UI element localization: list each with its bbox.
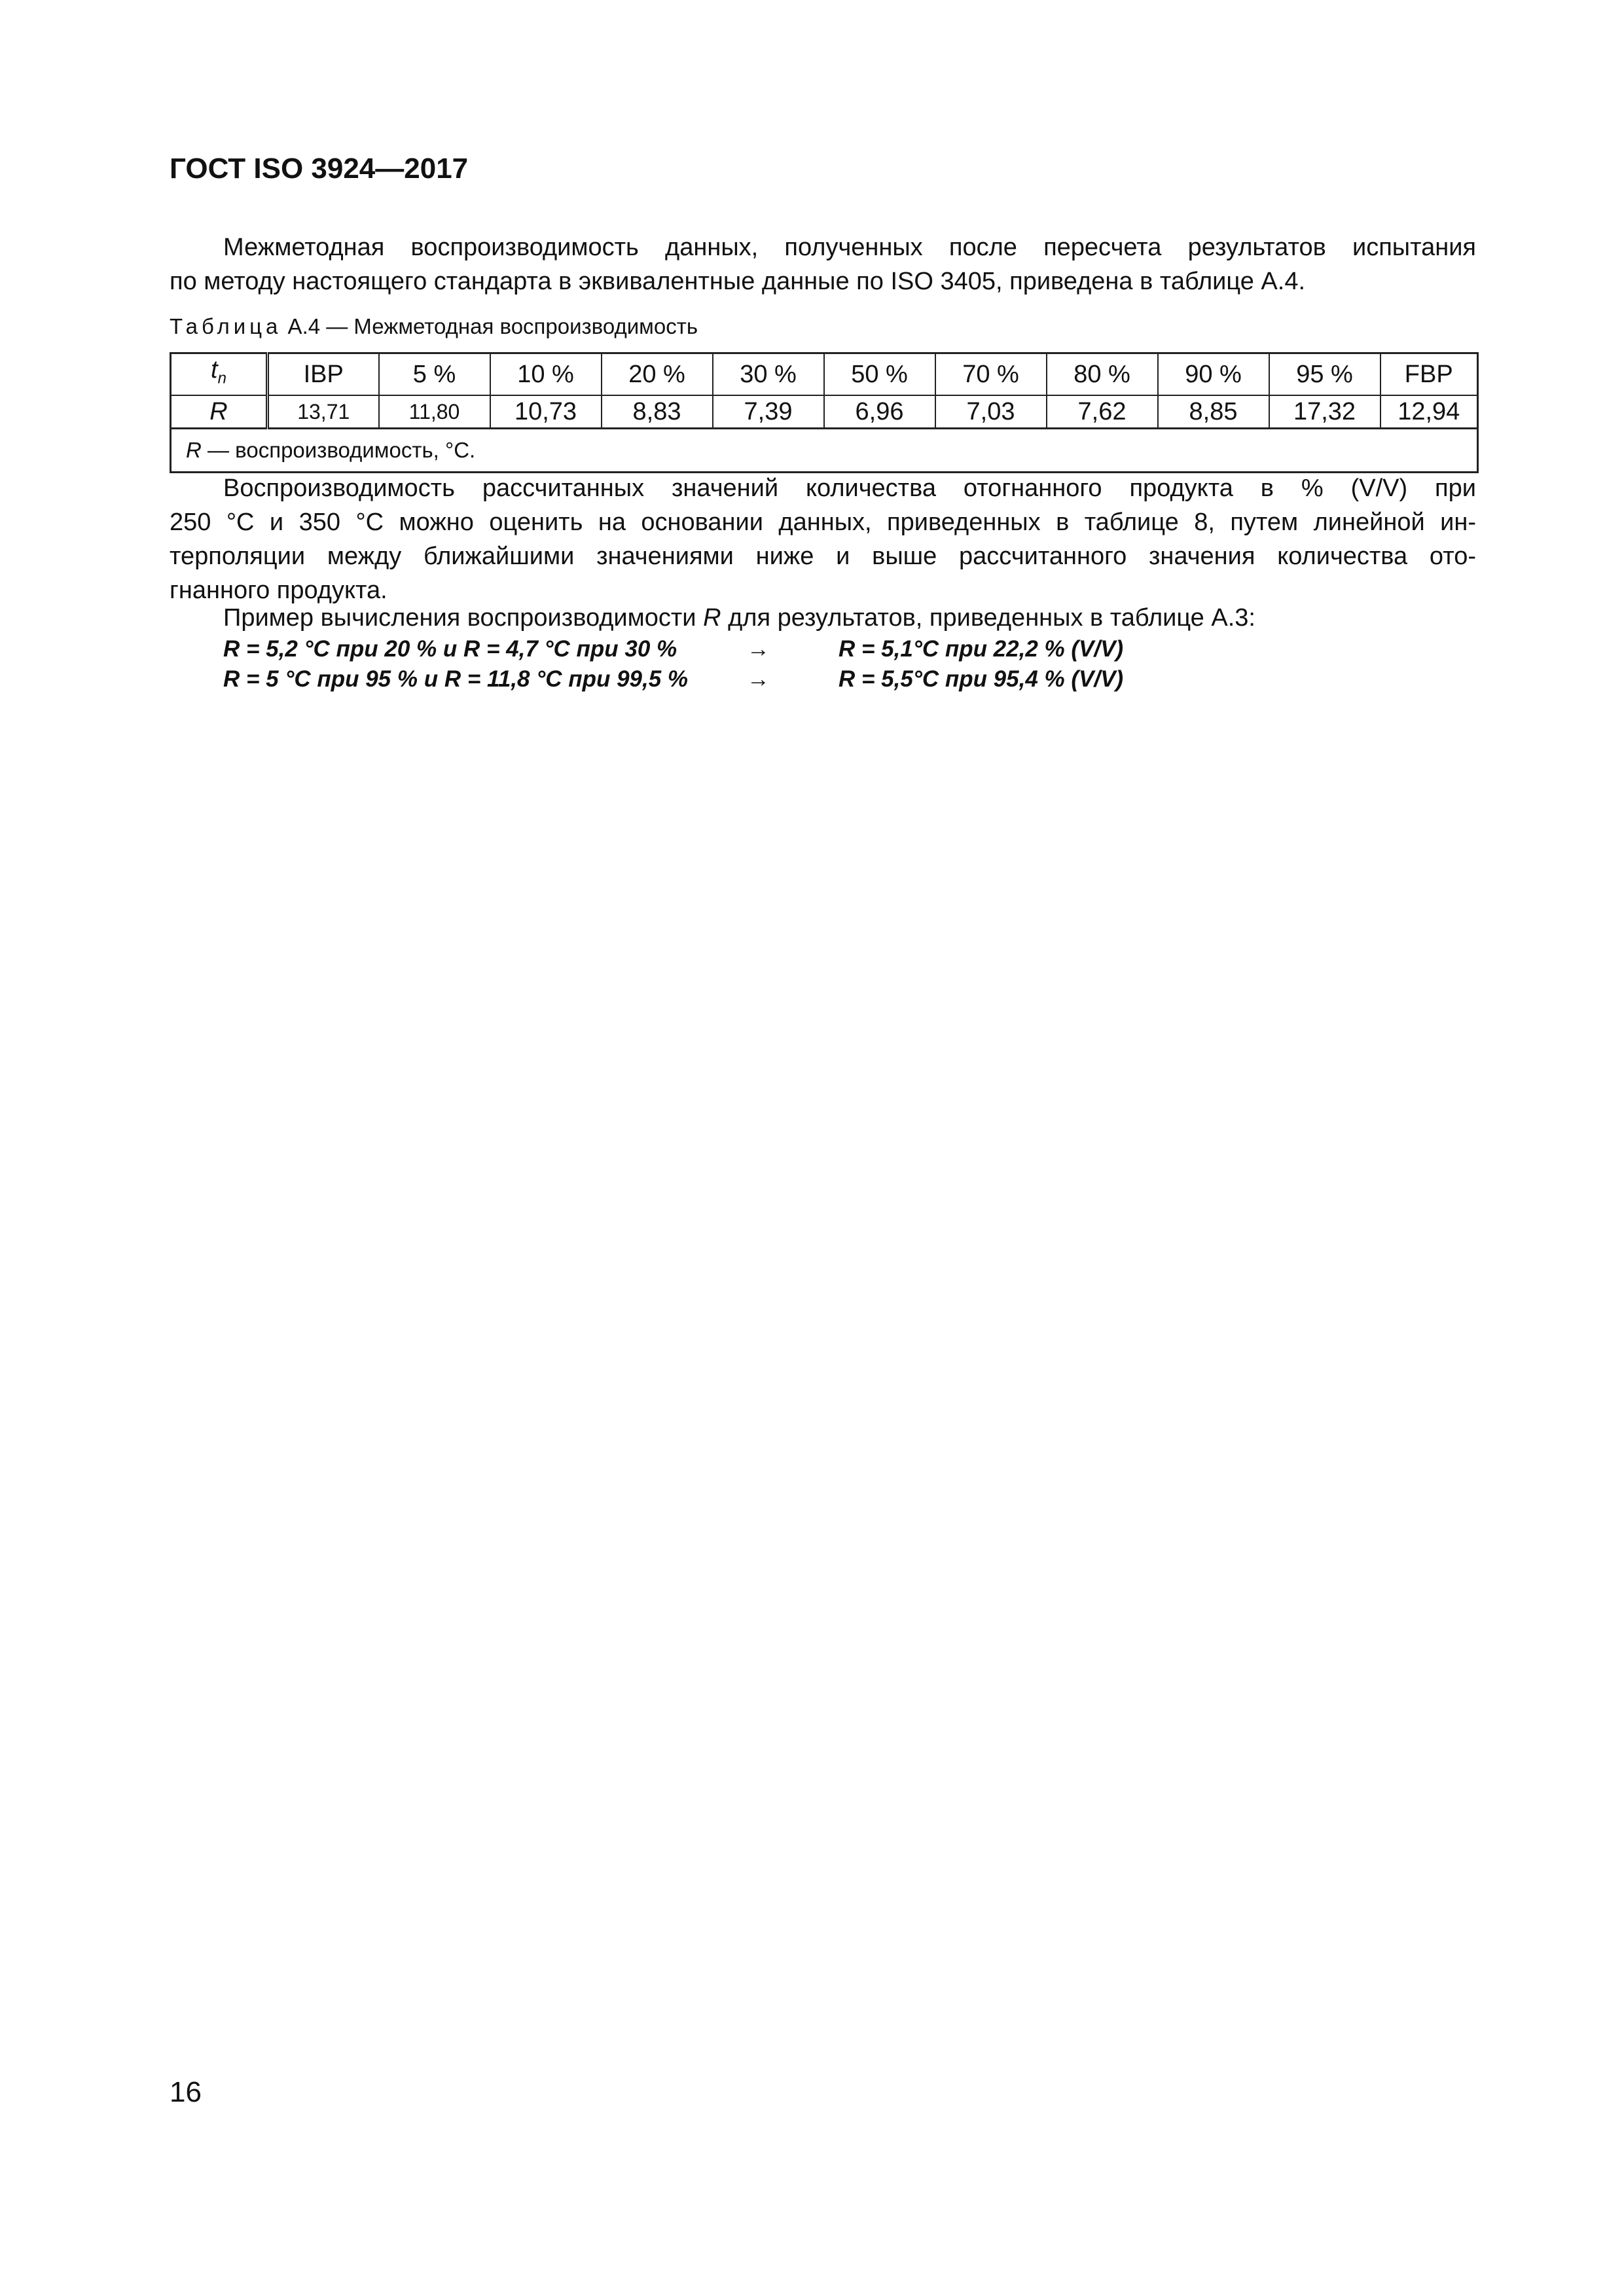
value-cell: 7,03 — [935, 395, 1047, 429]
document-header: ГОСТ ISO 3924—2017 — [170, 152, 469, 185]
paragraph-line: гнанного продукта. — [170, 577, 388, 604]
row-label-tn-subscript: n — [217, 369, 226, 387]
header-cell: FBP — [1380, 353, 1478, 395]
paragraph-line: терполяции между ближайшими значениями ниже и выше рассчитанного значения количества ото- — [170, 543, 1476, 570]
example-result: R = 5,1°C при 22,2 % (V/V) — [839, 636, 1124, 662]
example-calculation-line — [223, 666, 1124, 692]
header-cell: 30 % — [713, 353, 824, 395]
value-cell: 13,71 — [268, 395, 379, 429]
paragraph-reproducibility-estimate — [170, 471, 1476, 607]
page-number: 16 — [170, 2076, 202, 2108]
table-header-row — [171, 353, 1478, 395]
example-result: R = 5,5°C при 95,4 % (V/V) — [839, 666, 1124, 692]
header-cell: 80 % — [1047, 353, 1158, 395]
table-values-row — [171, 395, 1478, 429]
right-arrow-icon: → — [747, 636, 770, 662]
reproducibility-table — [170, 352, 1479, 473]
example-calculation-line — [223, 636, 1124, 662]
paragraph-line: Межметодная воспроизводимость данных, полученных после пересчета результатов испытания — [223, 234, 1476, 261]
header-cell: 20 % — [602, 353, 713, 395]
paragraph-line: Воспроизводимость рассчитанных значений количества отогнанного продукта в % (V/V) при — [223, 475, 1476, 502]
example-intro — [223, 604, 1255, 632]
row-label-r: R — [171, 395, 268, 429]
table-note — [171, 428, 1478, 472]
example-intro-symbol: R — [703, 604, 721, 632]
value-cell: 8,85 — [1158, 395, 1269, 429]
example-input: R = 5 °C при 95 % и R = 11,8 °C при 99,5 % — [223, 666, 689, 692]
paragraph-line: по методу настоящего стандарта в эквивалентные данные по ISO 3405, приведена в таблице А.4. — [170, 268, 1306, 295]
table-caption-title: А.4 — Межметодная воспроизводимость — [281, 314, 698, 338]
header-cell: 95 % — [1269, 353, 1380, 395]
row-label-tn — [171, 353, 268, 395]
right-arrow-icon: → — [747, 666, 770, 692]
header-cell: IBP — [268, 353, 379, 395]
example-intro-text-end: для результатов, приведенных в таблице А.3: — [721, 604, 1255, 632]
value-cell: 12,94 — [1380, 395, 1478, 429]
value-cell: 8,83 — [602, 395, 713, 429]
example-input: R = 5,2 °C при 20 % и R = 4,7 °C при 30 % — [223, 636, 677, 662]
header-cell: 90 % — [1158, 353, 1269, 395]
header-cell: 10 % — [490, 353, 602, 395]
header-cell: 70 % — [935, 353, 1047, 395]
table-note-text: — воспроизводимость, °C. — [201, 437, 476, 462]
paragraph-line: 250 °C и 350 °C можно оценить на основании данных, приведенных в таблице 8, путем линейной ин- — [170, 509, 1476, 536]
value-cell: 7,39 — [713, 395, 824, 429]
value-cell: 6,96 — [824, 395, 935, 429]
paragraph-interlab-reproducibility — [170, 230, 1476, 298]
table-caption-label: Таблица — [170, 314, 282, 338]
value-cell: 7,62 — [1047, 395, 1158, 429]
header-cell: 50 % — [824, 353, 935, 395]
row-label-tn-text: $t_n$ — [211, 356, 226, 387]
value-cell: 17,32 — [1269, 395, 1380, 429]
value-cell: 10,73 — [490, 395, 602, 429]
table-note-symbol: R — [186, 437, 202, 462]
table-note-row — [171, 428, 1478, 472]
value-cell: 11,80 — [379, 395, 490, 429]
table-caption — [170, 314, 698, 339]
header-cell: 5 % — [379, 353, 490, 395]
example-intro-text: Пример вычисления воспроизводимости — [223, 604, 704, 632]
